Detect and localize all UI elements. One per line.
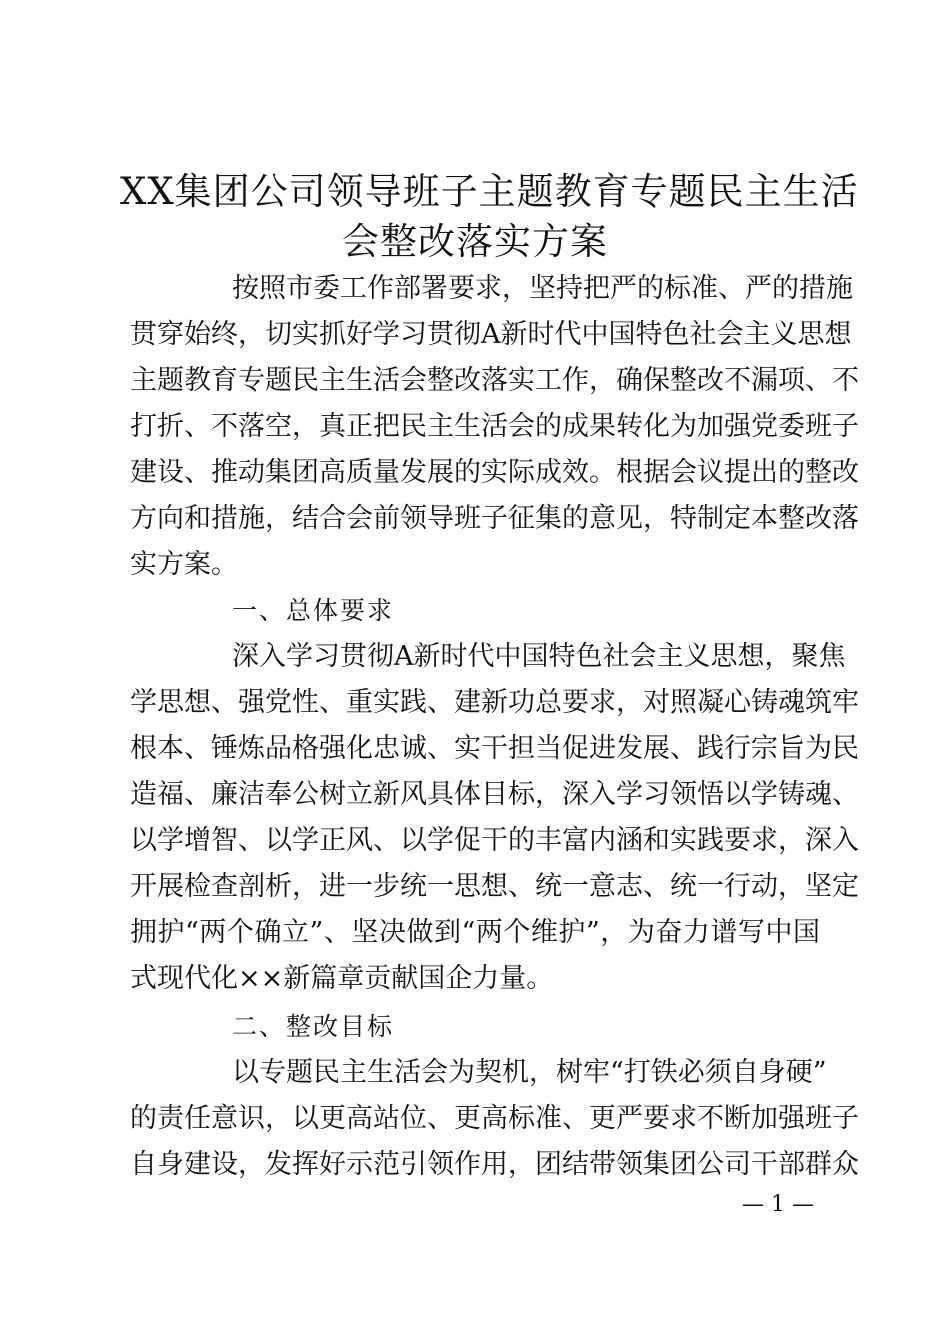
document-title-line-2: 会整改落实方案 [342, 220, 608, 263]
intro-line: 贯穿始终，切实抓好学习贯彻A新时代中国特色社会主义思想 [130, 319, 852, 350]
section1-line: 造福、廉洁奉公树立新风具体目标，深入学习领悟以学铸魂、 [130, 779, 859, 810]
section2-line: 的责任意识，以更高站位、更高标准、更严要求不断加强班子 [130, 1103, 859, 1134]
section2-line: 自身建设，发挥好示范引领作用，团结带领集团公司干部群众 [130, 1149, 859, 1180]
section1-line: 式现代化××新篇章贡献国企力量。 [130, 963, 554, 994]
intro-line: 打折、不落空，真正把民主生活会的成果转化为加强党委班子 [130, 411, 859, 442]
page-number: — 1 — [742, 1192, 814, 1217]
intro-line: 实方案。 [130, 549, 238, 580]
section2-line: 以专题民主生活会为契机，树牢“打铁必须自身硬” [232, 1057, 827, 1088]
intro-line: 主题教育专题民主生活会整改落实工作，确保整改不漏项、不 [130, 365, 859, 396]
section1-line: 拥护“两个确立”、坚决做到“两个维护”，为奋力谱写中国 [130, 917, 820, 948]
section1-line: 以学增智、以学正风、以学促干的丰富内涵和实践要求，深入 [130, 825, 859, 856]
intro-line: 建设、推动集团高质量发展的实际成效。根据会议提出的整改 [130, 457, 859, 488]
section-heading-general-requirements: 一、总体要求 [232, 596, 395, 625]
intro-line: 按照市委工作部署要求，坚持把严的标准、严的措施 [232, 273, 853, 304]
section1-line: 根本、锤炼品格强化忠诚、实干担当促进发展、践行宗旨为民 [130, 733, 859, 764]
section1-line: 开展检查剖析，进一步统一思想、统一意志、统一行动，坚定 [130, 871, 859, 902]
section1-line: 深入学习贯彻A新时代中国特色社会主义思想，聚焦 [232, 641, 846, 672]
section-heading-rectification-goals: 二、整改目标 [232, 1012, 395, 1041]
intro-line: 方向和措施，结合会前领导班子征集的意见，特制定本整改落 [130, 503, 859, 534]
document-title-line-1: XX集团公司领导班子主题教育专题民主生活 [120, 170, 859, 213]
section1-line: 学思想、强党性、重实践、建新功总要求，对照凝心铸魂筑牢 [130, 687, 859, 718]
